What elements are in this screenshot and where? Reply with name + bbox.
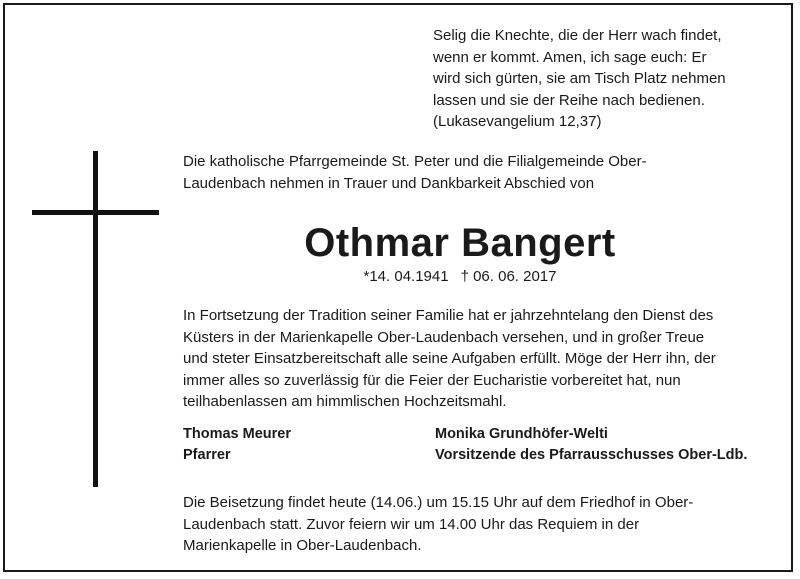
life-dates (5, 268, 795, 285)
signature-right (435, 424, 747, 466)
bible-quote (433, 25, 788, 133)
birth-date: *14. 04.1941 (363, 268, 449, 285)
tribute-text: In Fortsetzung der Tradition seiner Familie hat er jahrzehntelang den Dienst des Küsters in der Marienkapelle Ober-Laudenbach versehen, und in großer Treue und steter Einsatzbereitschaft alle seine Aufgaben erfüllt. Möge der Herr ihn, der immer alles so zuverlässig für die Feier der Eucharistie vorbereitet hat, nun teilhabenlassen am himmlischen Hochzeitsmahl. (183, 307, 716, 410)
signature-right-role: Vorsitzende des Pfarrausschusses Ober-Ldb. (435, 447, 748, 463)
signature-left-role: Pfarrer (183, 447, 231, 463)
obituary-notice (3, 3, 793, 572)
cross-vertical-bar (93, 151, 98, 487)
signature-left-name: Thomas Meurer (183, 426, 291, 442)
signature-right-name: Monika Grundhöfer-Welti (435, 426, 608, 442)
cross-horizontal-bar (32, 210, 159, 215)
signature-left (183, 424, 291, 466)
death-date: † 06. 06. 2017 (460, 268, 557, 285)
funeral-info: Die Beisetzung findet heute (14.06.) um 15.15 Uhr auf dem Friedhof in Ober- Laudenbach statt. Zuvor feiern wir um 14.00 Uhr das Requiem in der Marienkapelle in Ober-Laudenbach. (183, 494, 694, 554)
quote-text: Selig die Knechte, die der Herr wach findet, wenn er kommt. Amen, ich sage euch: Er wird sich gürten, sie am Tisch Platz nehmen lassen und sie der Reihe nach bedienen. (433, 27, 726, 109)
deceased-name: Othmar Bangert (304, 221, 616, 265)
quote-reference: (Lukasevangelium 12,37) (433, 113, 602, 130)
intro-text: Die katholische Pfarrgemeinde St. Peter und die Filialgemeinde Ober- Laudenbach nehmen in Trauer und Dankbarkeit Abschied von (183, 153, 647, 192)
